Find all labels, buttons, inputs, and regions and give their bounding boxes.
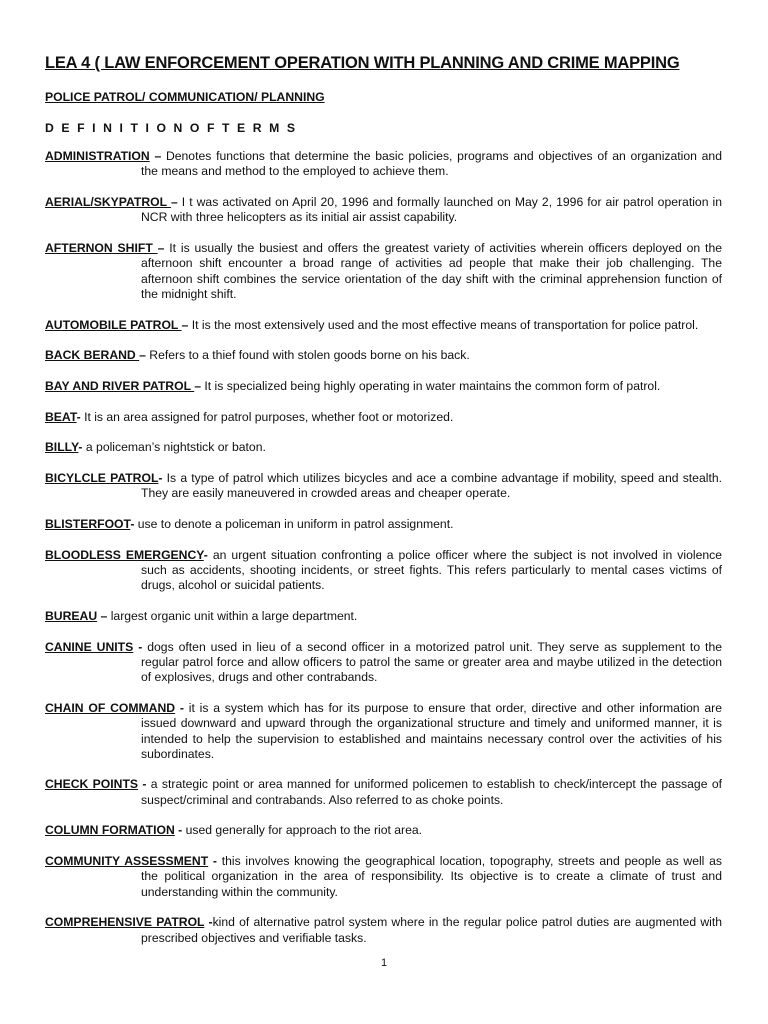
definition-text: an urgent situation confronting a police officer where the subject is not involved in violence such as accidents, shooting incidents, or street fights. This refers particularly to mental cases victims of drugs, alcohol or suicidal patients. bbox=[141, 547, 722, 593]
definition-term: CANINE UNITS bbox=[45, 639, 134, 654]
definition-text: it is a system which has for its purpose to ensure that order, directive and other information are issued downward and upward through the organizational structure and timely and uniformed manner, it is intended to help the supervision to established and maintains necessary control over the activities of his subordinates. bbox=[141, 700, 722, 761]
definition-separator: - bbox=[130, 516, 138, 531]
definition-text: largest organic unit within a large department. bbox=[110, 608, 358, 623]
definition-term: BILLY bbox=[45, 440, 79, 455]
definition-separator: - bbox=[78, 440, 86, 455]
definition-separator: – bbox=[170, 194, 182, 209]
definition-entry bbox=[45, 854, 722, 900]
definition-term: AFTERNON SHIFT bbox=[45, 240, 158, 255]
definition-entry bbox=[45, 195, 722, 226]
definition-term: COLUMN FORMATION bbox=[45, 823, 175, 838]
definition-text: use to denote a policeman in uniform in patrol assignment. bbox=[137, 516, 454, 531]
definition-separator: – bbox=[194, 378, 205, 393]
definition-text: kind of alternative patrol system where in the regular police patrol duties are augmented with prescribed objectives and verifiable tasks. bbox=[141, 915, 722, 945]
definition-separator: - bbox=[174, 823, 186, 838]
definition-text: dogs often used in lieu of a second officer in a motorized patrol unit. They serve as supplement to the regular patrol force and allow officers to patrol the same or greater area and maybe utilized in the detection of explosives, drugs and other contrabands. bbox=[141, 639, 722, 685]
definition-entry bbox=[45, 149, 722, 180]
definition-entry bbox=[45, 701, 722, 762]
definition-entry bbox=[45, 410, 722, 425]
definition-entry bbox=[45, 471, 722, 502]
definition-separator: – bbox=[139, 348, 150, 363]
definitions-list bbox=[45, 149, 722, 961]
definition-separator: - bbox=[208, 854, 222, 869]
definition-text: I t was activated on April 20, 1996 and formally launched on May 2, 1996 for air patrol operation in NCR with three helicopters as its initial air assist capability. bbox=[141, 194, 723, 225]
definition-separator: - bbox=[158, 470, 167, 485]
definition-term: CHAIN OF COMMAND bbox=[45, 700, 176, 715]
definition-text: Denotes functions that determine the basic policies, programs and objectives of an organization and the means and method to the employed to achieve them. bbox=[141, 149, 722, 179]
definition-separator: - bbox=[204, 915, 213, 930]
definition-term: BAY AND RIVER PATROL bbox=[45, 378, 195, 393]
definition-term: BACK BERAND bbox=[45, 348, 140, 363]
definition-entry bbox=[45, 517, 722, 532]
definition-term: BUREAU bbox=[45, 608, 98, 623]
definition-separator: - bbox=[76, 409, 85, 424]
page-number: 1 bbox=[380, 957, 388, 969]
definition-text: used generally for approach to the riot area. bbox=[185, 823, 423, 838]
definition-entry bbox=[45, 440, 722, 455]
definition-term: BEAT bbox=[45, 409, 77, 424]
definition-separator: – bbox=[157, 240, 170, 255]
definition-separator: - bbox=[133, 639, 148, 654]
definition-separator: - bbox=[203, 547, 213, 562]
definition-entry bbox=[45, 379, 722, 394]
definition-separator: – bbox=[97, 608, 111, 623]
definition-entry bbox=[45, 823, 722, 838]
definition-text: Is a type of patrol which utilizes bicycles and ace a combine advantage if mobility, speed and stealth. They are easily maneuvered in crowded areas and cheaper operate. bbox=[141, 470, 722, 501]
document-title: LEA 4 ( LAW ENFORCEMENT OPERATION WITH PLANNING AND CRIME MAPPING bbox=[45, 54, 680, 72]
definition-entry bbox=[45, 609, 722, 624]
definition-text: this involves knowing the geographical location, topography, streets and people as well as the political organization in the area of responsibility. Its objective is to create a climate of trust and understanding within the community. bbox=[141, 854, 722, 899]
definition-term: ADMINISTRATION bbox=[45, 149, 150, 163]
definition-entry bbox=[45, 548, 722, 594]
definition-term: BICYLCLE PATROL bbox=[45, 470, 159, 485]
definition-text: Refers to a thief found with stolen goods borne on his back. bbox=[149, 348, 470, 363]
definition-text: a policeman’s nightstick or baton. bbox=[85, 440, 266, 455]
definition-separator: - bbox=[175, 700, 189, 715]
definition-entry bbox=[45, 640, 722, 686]
definition-text: It is specialized being highly operating in water maintains the common form of patrol. bbox=[204, 378, 661, 393]
definition-entry bbox=[45, 241, 722, 302]
definition-separator: – bbox=[181, 317, 192, 332]
definition-term: AERIAL/SKYPATROL bbox=[45, 194, 171, 209]
definition-separator: - bbox=[138, 777, 151, 792]
definition-text: It is the most extensively used and the most effective means of transportation for police patrol. bbox=[191, 317, 699, 332]
terms-heading: D E F I N I T I O N O F T E R M S bbox=[45, 121, 298, 135]
definition-term: BLOODLESS EMERGENCY bbox=[45, 547, 204, 562]
definition-term: COMMUNITY ASSESSMENT bbox=[45, 854, 209, 869]
definition-text: It is usually the busiest and offers the greatest variety of activities wherein officers deployed on the afternoon shift encounter a broad range of activities ad people that make their job challenging. The afternoon shift combines the service orientation of the day shift with the criminal apprehension function of the midnight shift. bbox=[141, 240, 722, 301]
section-subtitle: POLICE PATROL/ COMMUNICATION/ PLANNING bbox=[45, 90, 325, 104]
definition-term: AUTOMOBILE PATROL bbox=[45, 317, 182, 332]
definition-entry bbox=[45, 318, 722, 333]
definition-entry bbox=[45, 348, 722, 363]
definition-text: a strategic point or area manned for uniformed policemen to establish to check/intercept the passage of suspect/criminal and contrabands. Also referred to as choke points. bbox=[141, 777, 722, 807]
definition-entry bbox=[45, 777, 722, 808]
definition-separator: – bbox=[149, 149, 166, 163]
definition-entry bbox=[45, 915, 722, 946]
definition-term: COMPREHENSIVE PATROL bbox=[45, 915, 205, 930]
definition-term: BLISTERFOOT bbox=[45, 516, 131, 531]
definition-text: It is an area assigned for patrol purposes, whether foot or motorized. bbox=[84, 409, 454, 424]
definition-term: CHECK POINTS bbox=[45, 777, 139, 792]
